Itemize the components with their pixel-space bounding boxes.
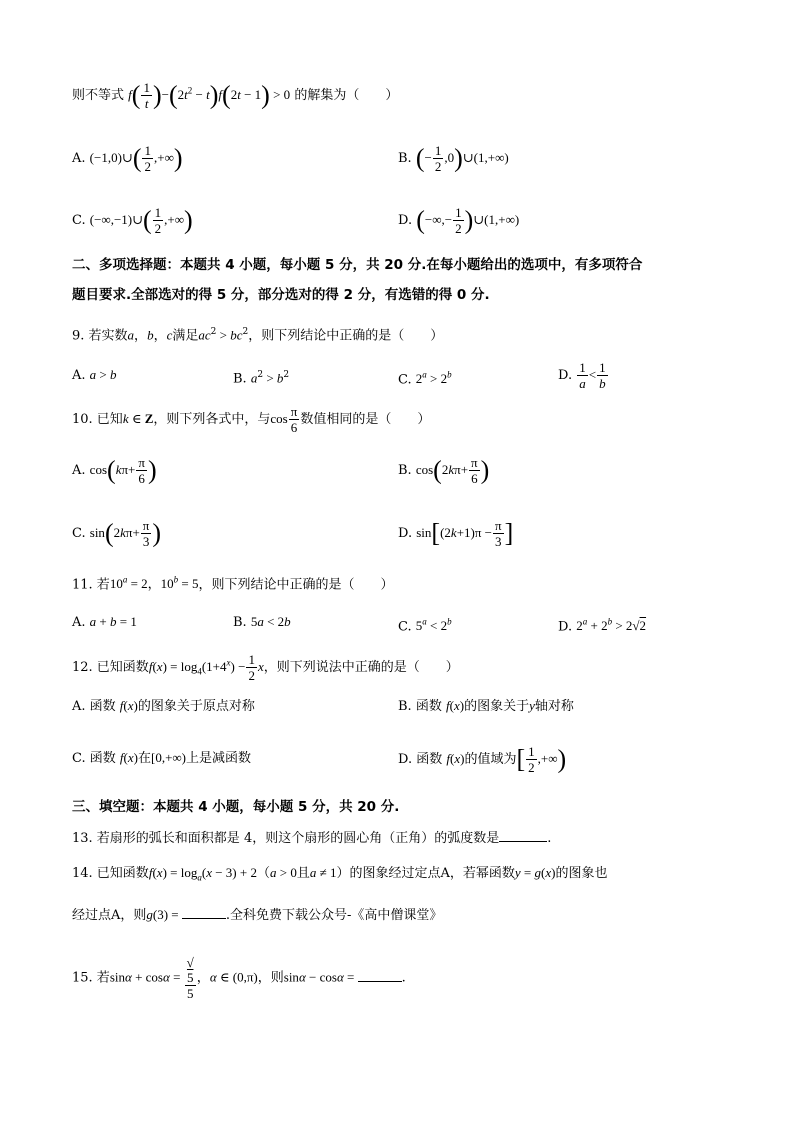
q8-stem-pre: 则不等式 (72, 88, 125, 103)
q15: 15. 若sinα + cosα = √ 5 5 ，α ∈ (0,π)，则sinα − cosα = . (72, 955, 406, 1001)
q12-option-d: D. 函数 f(x)的值域为[ $\frac{1}{2}$ ,+∞) (398, 744, 567, 775)
section-2-heading-line2: 题目要求.全部选对的得 5 分，部分选对的得 2 分，有选错的得 0 分. (72, 287, 490, 303)
q9-option-a: A. a > b (72, 367, 117, 383)
q8-option-c: C. (−∞,−1)∪( $\frac{1}{2}$ ,+∞) (72, 205, 193, 236)
q13-answer-blank[interactable] (499, 828, 547, 842)
q14-line1: 14. 已知函数$f(x) = \log_a(x - 3) + 2(a > 0$且a ≠ 1）的图象经过定点A，若幂函数y = g(x)的图象也 (72, 865, 608, 883)
q14-line2: 经过点A，则g(3) = .全科免费下载公众号-《高中僧课堂》 (72, 907, 443, 923)
section-3-heading: 三、填空题：本题共 4 小题，每小题 5 分，共 20 分. (72, 799, 400, 815)
q10-option-b: B. cos(2kπ+ $\frac{\pi}{6}$ ) (398, 455, 490, 486)
q10-stem: 10. 已知k ∈ Z，则下列各式中，与cos $\frac{\pi}{6}$ 数值相同的是（ ） (72, 404, 431, 435)
q8-stem-post: 的解集为（ ） (294, 88, 399, 103)
q13: 13. 若扇形的弧长和面积都是 4，则这个扇形的圆心角（正角）的弧度数是 . (72, 828, 551, 849)
q12-stem: 12. 已知函数$f(x) = \log_4(1+4^x)$ − $\frac{1}{2}$ x，则下列说法中正确的是（ ） (72, 652, 459, 683)
q12-option-c: C. 函数 f(x)在[0,+∞)上是减函数 (72, 750, 252, 766)
q12-option-b: B. 函数 f(x)的图象关于y轴对称 (398, 698, 574, 714)
q9-option-d: D. $\frac{1}{a}$ < $\frac{1}{b}$ (558, 360, 606, 391)
q8-option-b: B. (− $\frac{1}{2}$ ,0)∪(1,+∞) (398, 143, 509, 174)
q11-option-b: B. 5a < 2b (233, 614, 291, 630)
q11-stem: 11. 若$10^a = 2$，$10^b = 5$，则下列结论中正确的是（ ） (72, 575, 394, 593)
section-2-heading-line1: 二、多项选择题：本题共 4 小题，每小题 5 分，共 20 分.在每小题给出的选项中，有多项符合 (72, 257, 643, 273)
q10-option-a: A. cos(kπ+ $\frac{\pi}{6}$ ) (72, 455, 157, 486)
q11-option-a: A. a + b = 1 (72, 614, 137, 630)
q11-option-d: D. $2^a + 2^b > 2√2$ (558, 617, 647, 635)
q12-option-a: A. 函数 f(x)的图象关于原点对称 (72, 698, 255, 714)
q9-option-c: C. $2^a > 2^b$ (398, 370, 452, 388)
q9-stem: 9. 若实数a，b，c满足$ac^2 > bc^2$，则下列结论中正确的是（ ） (72, 327, 444, 344)
q15-answer-blank[interactable] (358, 968, 402, 982)
q10-option-c: C. sin(2kπ+ $\frac{\pi}{3}$ ) (72, 518, 162, 549)
q14-answer-blank[interactable] (182, 905, 226, 919)
q11-option-c: C. $5^a < 2^b$ (398, 617, 452, 635)
q8-option-d: D. (−∞,− $\frac{1}{2}$ )∪(1,+∞) (398, 205, 520, 236)
q10-option-d: D. sin[(2k+1)π − $\frac{\pi}{3}$ ] (398, 518, 514, 549)
q8-stem: 则不等式 f( $\frac{1}{t}$ )$-(2t^2 - t)f(2t - 1) > 0$ 的解集为（ ） (72, 80, 399, 111)
q8-option-a: A. (−1,0)∪( $\frac{1}{2}$ ,+∞) (72, 143, 183, 174)
q9-option-b: B. $a^2 > b^2$ (233, 370, 290, 387)
